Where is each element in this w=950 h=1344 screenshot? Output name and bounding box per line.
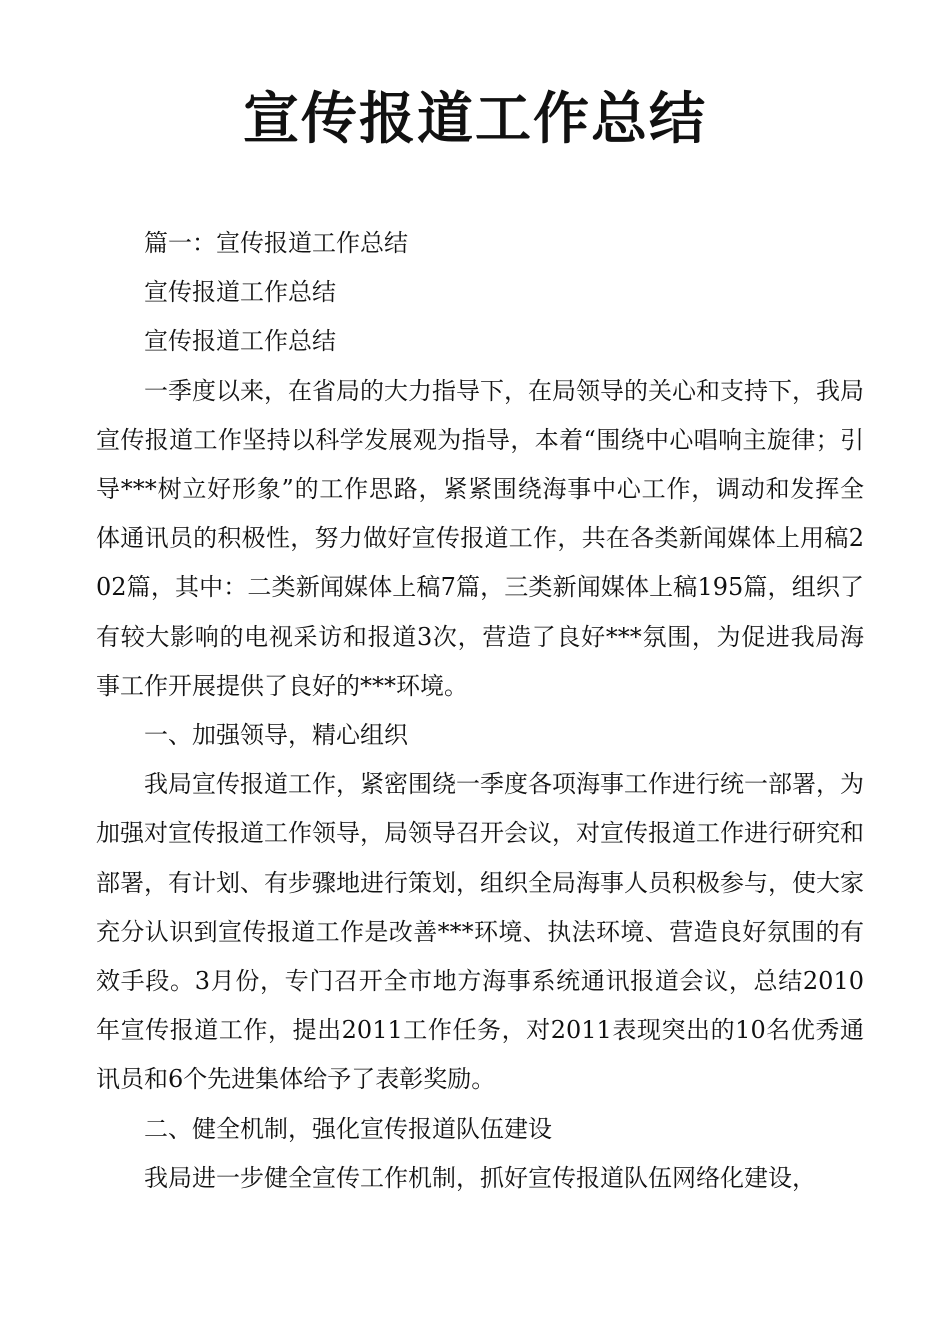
- paragraph-part-heading: 篇一：宣传报道工作总结: [144, 229, 408, 257]
- paragraph-section-1: 我局宣传报道工作，紧密围绕一季度各项海事工作进行统一部署，为加强对宣传报道工作领导，局领导召开会议，对宣传报道工作进行研究和部署，有计划、有步骤地进行策划，组织全局海事人员积极参与，使大家充分认识到宣传报道工作是改善***环境、执法环境、营造良好氛围的有效手段。3月份，专门召开全市地方海事系统通讯报道会议，总结2010年宣传报道工作，提出2011工作任务，对2011表现突出的10名优秀通讯员和6个先进集体给予了表彰奖励。: [96, 770, 864, 1094]
- section-heading-2: 二、健全机制，强化宣传报道队伍建设: [144, 1114, 552, 1143]
- paragraph-section-2: 我局进一步健全宣传工作机制，抓好宣传报道队伍网络化建设，: [144, 1163, 816, 1192]
- paragraph-intro: 一季度以来，在省局的大力指导下，在局领导的关心和支持下，我局宣传报道工作坚持以科学发展观为指导，本着“围绕中心唱响主旋律；引导***树立好形象”的工作思路，紧紧围绕海事中心工作，调动和发挥全体通讯员的积极性，努力做好宣传报道工作，共在各类新闻媒体上用稿202篇，其中：二类新闻媒体上稿7篇，三类新闻媒体上稿195篇，组织了有较大影响的电视采访和报道3次，营造了良好***氛围，为促进我局海事工作开展提供了良好的***环境。: [96, 376, 864, 700]
- document-body: [96, 219, 864, 1203]
- section-heading-1: 一、加强领导，精心组织: [144, 721, 408, 750]
- document-title: 宣传报道工作总结: [243, 87, 707, 152]
- paragraph-subtitle: 宣传报道工作总结: [144, 278, 336, 307]
- paragraph-subtitle-repeat: 宣传报道工作总结: [144, 327, 336, 356]
